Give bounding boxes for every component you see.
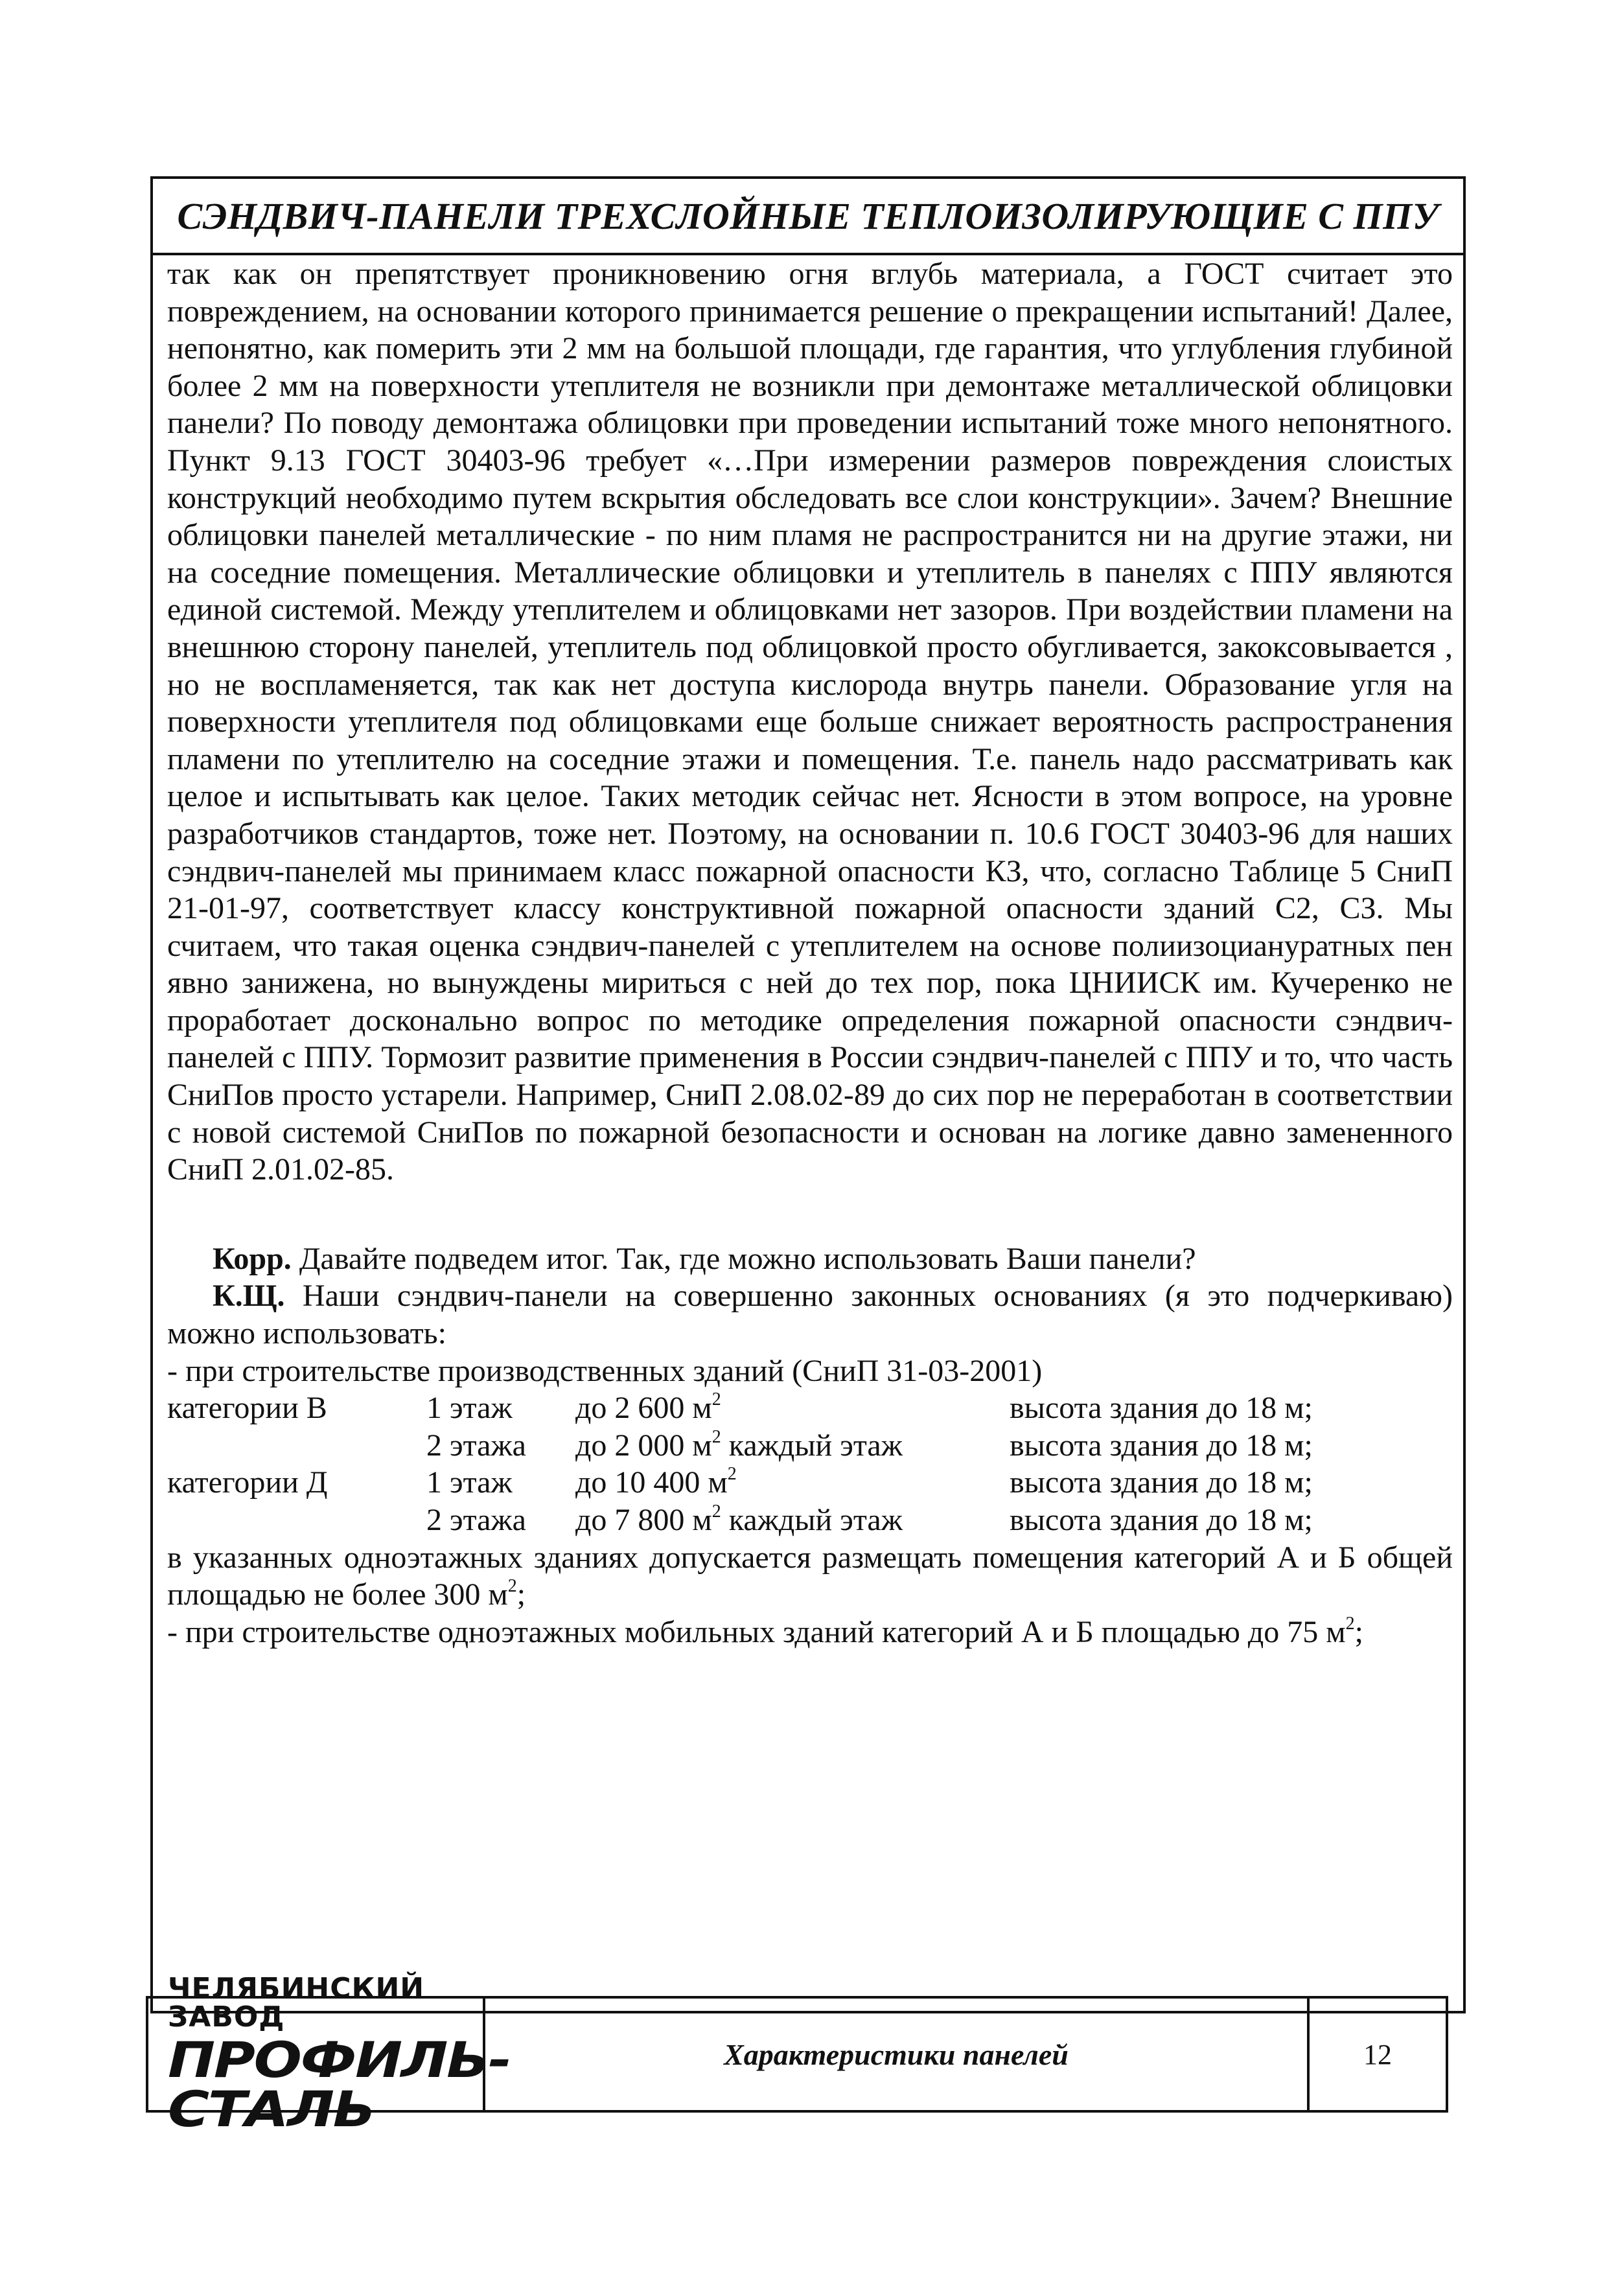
paragraph-gap xyxy=(167,1189,1453,1240)
note-end: ; xyxy=(516,1577,526,1612)
area-value: до 2 600 м xyxy=(575,1391,712,1426)
max-area xyxy=(575,1427,903,1465)
height-limit: высота здания до 18 м; xyxy=(1010,1465,1313,1500)
answer-paragraph xyxy=(167,1277,1453,1352)
area-unit-sup: 2 xyxy=(711,1389,721,1410)
floor-count: 1 этаж xyxy=(426,1391,513,1426)
height-limit: высота здания до 18 м; xyxy=(1010,1391,1313,1426)
bullet-mobile-text: - при строительстве одноэтажных мобильных зданий категорий А и Б площадью до 75 м xyxy=(167,1614,1346,1649)
page-header xyxy=(153,179,1463,255)
answer-text: Наши сэндвич-панели на совершенно законных основаниях (я это подчеркиваю) можно использовать: xyxy=(167,1279,1453,1351)
max-area xyxy=(575,1389,721,1427)
logo-line-bottom: ПРОФИЛЬ-СТАЛЬ xyxy=(168,2031,511,2138)
category-label: категории Д xyxy=(167,1465,328,1500)
logo-line-top: ЧЕЛЯБИНСКИЙ ЗАВОД xyxy=(168,1972,425,2034)
note-sup: 2 xyxy=(507,1576,517,1597)
area-suffix: каждый этаж xyxy=(721,1503,903,1537)
category-row xyxy=(167,1502,1453,1539)
bullet-mobile-end: ; xyxy=(1354,1614,1363,1649)
floor-count: 2 этажа xyxy=(426,1428,526,1463)
question-speaker: Корр. xyxy=(213,1241,292,1276)
answer-speaker: К.Щ. xyxy=(213,1279,285,1314)
question-paragraph xyxy=(167,1240,1453,1278)
height-limit: высота здания до 18 м; xyxy=(1010,1503,1313,1537)
company-logo xyxy=(148,1972,511,2138)
question-text: Давайте подведем итог. Так, где можно использовать Ваши панели? xyxy=(299,1241,1196,1276)
area-suffix: каждый этаж xyxy=(721,1428,903,1463)
page-title: СЭНДВИЧ-ПАНЕЛИ ТРЕХСЛОЙНЫЕ ТЕПЛОИЗОЛИРУЮЩИЕ С ППУ xyxy=(177,194,1439,237)
footer-section-title: Характеристики панелей xyxy=(485,1999,1310,2110)
category-row xyxy=(167,1464,1453,1502)
area-value: до 7 800 м xyxy=(575,1503,712,1537)
category-label: категории В xyxy=(167,1391,327,1426)
max-area xyxy=(575,1464,737,1502)
area-value: до 2 000 м xyxy=(575,1428,712,1463)
page-footer xyxy=(146,1972,1448,2138)
page-frame xyxy=(150,176,1466,2013)
document-body xyxy=(167,255,1453,1651)
max-area xyxy=(575,1502,903,1539)
height-limit: высота здания до 18 м; xyxy=(1010,1428,1313,1463)
area-unit-sup: 2 xyxy=(711,1426,721,1447)
floor-count: 2 этажа xyxy=(426,1503,526,1537)
area-value: до 10 400 м xyxy=(575,1465,728,1500)
area-unit-sup: 2 xyxy=(711,1502,721,1522)
page-number: 12 xyxy=(1363,2038,1392,2070)
bullet-mobile-sup: 2 xyxy=(1345,1613,1355,1634)
body-paragraph: так как он препятствует проникновению огня вглубь материала, а ГОСТ считает это повреждением, на основании которого принимается решение о прекращении испытаний! Далее, непонятно, как померить эти 2 мм на большой площади, где гарантия, что углубления глубиной более 2 мм на поверхности утеплителя не возникли при демонтаже металлической облицовки панели? По поводу демонтажа облицовки при проведении испытаний тоже много непонятного. Пункт 9.13 ГОСТ 30403-96 требует «…При измерении размеров повреждения слоистых конструкций необходимо путем вскрытия обследовать все слои конструкции». Зачем? Внешние облицовки панелей металлические - по ним пламя не распространится ни на другие этажи, ни на соседние помещения. Металлические облицовки и утеплитель в панелях с ППУ являются единой системой. Между утеплителем и облицовками нет зазоров. При воздействии пламени на внешнюю сторону панелей, утеплитель под облицовкой просто обугливается, закоксовывается , но не воспламеняется, так как нет доступа кислорода внутрь панели. Образование угля на поверхности утеплителя под облицовками еще больше снижает вероятность распространения пламени по утеплителю на соседние этажи и помещения. Т.е. панель надо рассматривать как целое и испытывать как целое. Таких методик сейчас нет. Ясности в этом вопросе, на уровне разработчиков стандартов, тоже нет. Поэтому, на основании п. 10.6 ГОСТ 30403-96 для наших сэндвич-панелей мы принимаем класс пожарной опасности КЗ, что, согласно Таблице 5 СниП 21-01-97, соответствует классу конструктивной пожарной опасности зданий С2, СЗ. Мы считаем, что такая оценка сэндвич-панелей с утеплителем на основе полиизоциануратных пен явно занижена, но вынуждены мириться с ней до тех пор, пока ЦНИИСК им. Кучеренко не проработает досконально вопрос по методике определения пожарной опасности сэндвич-панелей с ППУ. Тормозит развитие применения в России сэндвич-панелей с ППУ и то, что часть СниПов просто устарели. Например, СниП 2.08.02-89 до сих пор не переработан в соответствии с новой системой СниПов по пожарной безопасности и основан на логике давно замененного СниП 2.01.02-85. xyxy=(167,257,1453,1187)
category-row xyxy=(167,1427,1453,1465)
category-row xyxy=(167,1389,1453,1427)
floor-count: 1 этаж xyxy=(426,1465,513,1500)
area-unit-sup: 2 xyxy=(727,1464,737,1485)
bullet-industrial: - при строительстве производственных зданий (СниП 31-03-2001) xyxy=(167,1353,1043,1388)
note-text: в указанных одноэтажных зданиях допускается размещать помещения категорий А и Б общей площадью не более 300 м xyxy=(167,1540,1453,1612)
note-paragraph xyxy=(167,1539,1453,1614)
bullet-mobile xyxy=(167,1614,1453,1651)
